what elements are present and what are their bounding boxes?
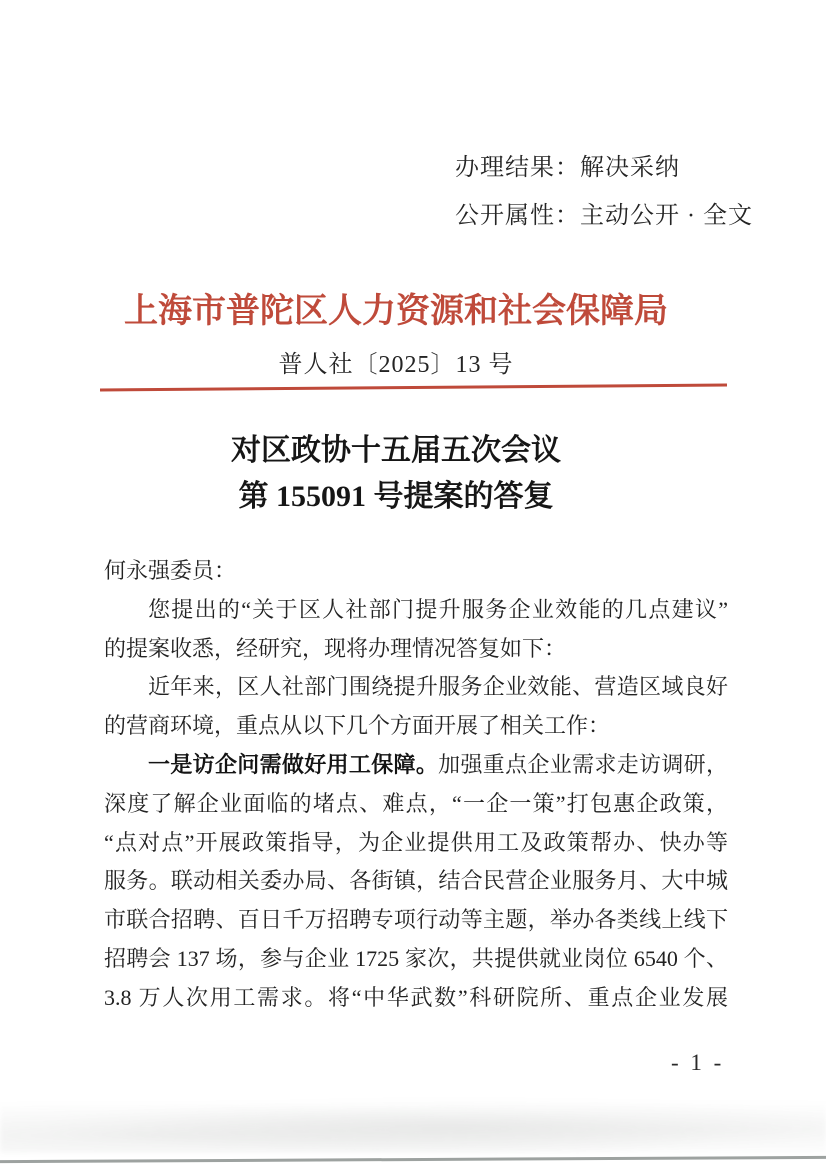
body-line: 您提出的“关于区人社部门提升服务企业效能的几点建议”	[148, 596, 728, 622]
body-line: 服务。联动相关委办局、各街镇，结合民营企业服务月、大中城	[104, 868, 728, 894]
document-title	[85, 428, 707, 520]
processing-result: 办理结果：解决采纳	[455, 155, 680, 181]
body-line: “点对点”开展政策指导，为企业提供用工及政策帮办、快办等	[104, 829, 728, 855]
body-line: 一是访企问需做好用工保障。加强重点企业需求走访调研，	[148, 751, 728, 777]
document-number: 普人社〔2025〕13 号	[278, 352, 514, 378]
scan-bleedthrough-smudge	[0, 1095, 826, 1153]
red-divider-rule	[100, 384, 727, 392]
body-line: 的提案收悉，经研究，现将办理情况答复如下：	[104, 635, 567, 661]
meta-block	[455, 144, 753, 240]
body-line-emphasis: 一是访企问需做好用工保障。	[148, 751, 439, 777]
body-line: 近年来，区人社部门围绕提升服务企业效能、营造区域良好	[148, 674, 728, 700]
body-line: 市联合招聘、百日千万招聘专项行动等主题，举办各类线上线下	[104, 907, 728, 933]
document-title-line1: 对区政协十五届五次会议	[231, 434, 561, 467]
issuer-title: 上海市普陀区人力资源和社会保障局	[124, 293, 668, 330]
scan-bottom-edge	[0, 1156, 826, 1163]
body-line: 3.8 万人次用工需求。将“中华武数”科研院所、重点企业发展	[104, 984, 728, 1010]
body-text	[104, 552, 728, 1018]
publicity-attribute: 公开属性：主动公开 · 全文	[455, 203, 753, 229]
body-line: 何永强委员：	[104, 558, 237, 583]
body-line: 深度了解企业面临的堵点、难点，“一企一策”打包惠企政策，	[104, 790, 728, 816]
document-title-line2: 第 155091 号提案的答复	[238, 480, 554, 513]
body-line: 的营商环境，重点从以下几个方面开展了相关工作：	[104, 713, 611, 739]
page-number: - 1 -	[671, 1050, 725, 1075]
body-line: 招聘会 137 场，参与企业 1725 家次，共提供就业岗位 6540 个、	[104, 945, 728, 971]
